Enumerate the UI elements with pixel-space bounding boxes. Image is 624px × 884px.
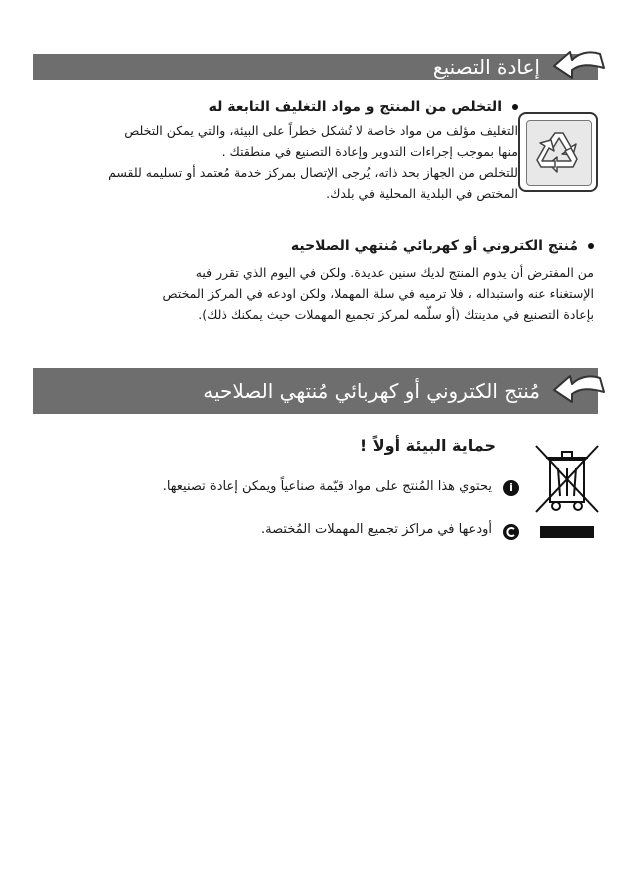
paragraph-line: التغليف مؤلف من مواد خاصة لا تُشكل خطراً على البيئة، والتي يمكن التخلص — [124, 123, 518, 138]
eol-product-paragraph — [162, 262, 594, 325]
disposal-paragraph — [108, 120, 518, 204]
paragraph-line: للتخلص من الجهاز بحد ذاته، يُرجى الإتصال بمركز خدمة مُعتمد أو تسليمه للقسم — [108, 165, 518, 180]
bullet-dot — [512, 104, 518, 110]
environment-title: حماية البيئة أولاً ! — [359, 436, 496, 455]
recycling-banner-title: إعادة التصنيع — [432, 55, 540, 79]
deposit-text: أودعها في مراكز تجميع المهملات المُختصة. — [261, 522, 492, 537]
crossed-bin-icon — [532, 440, 602, 516]
recycle-icon — [527, 121, 591, 185]
arrow-icon — [548, 370, 612, 410]
paragraph-line: بإعادة التصنيع في مدينتك (أو سلّمه لمركز تجميع المهملات حيث يمكنك ذلك). — [198, 307, 594, 322]
paragraph-line: منها بموجب إجراءات التدوير وإعادة التصنيع في منطقتك . — [221, 144, 518, 159]
recycling-banner — [33, 54, 598, 80]
disposal-heading: التخلص من المنتج و مواد التغليف التابعة له — [209, 99, 518, 115]
paragraph-line: من المفترض أن يدوم المنتج لديك سنين عديدة. ولكن في اليوم الذي تقرر فيه — [195, 265, 594, 280]
paragraph-line: المختص في البلدية المحلية في بلدك. — [326, 186, 518, 201]
bullet-dot — [588, 243, 594, 249]
eol-product-heading: مُنتج الكتروني أو كهربائي مُنتهي الصلاحيه — [291, 238, 594, 254]
eol-banner-title: مُنتج الكتروني أو كهربائي مُنتهي الصلاحيه — [203, 379, 540, 403]
arrow-icon — [548, 46, 612, 86]
deposit-icon — [503, 524, 519, 540]
recycle-icon-box — [518, 112, 598, 192]
eol-banner — [33, 368, 598, 414]
valuable-materials-text: يحتوي هذا المُنتج على مواد قيّمة صناعياً ويمكن إعادة تصنيعها. — [162, 479, 492, 494]
info-icon: i — [503, 480, 519, 496]
bin-underline-bar — [540, 526, 594, 538]
paragraph-line: الإستغناء عنه واستبداله ، فلا ترميه في سلة المهملا، ولكن اودعه في المركز المختص — [162, 286, 594, 301]
